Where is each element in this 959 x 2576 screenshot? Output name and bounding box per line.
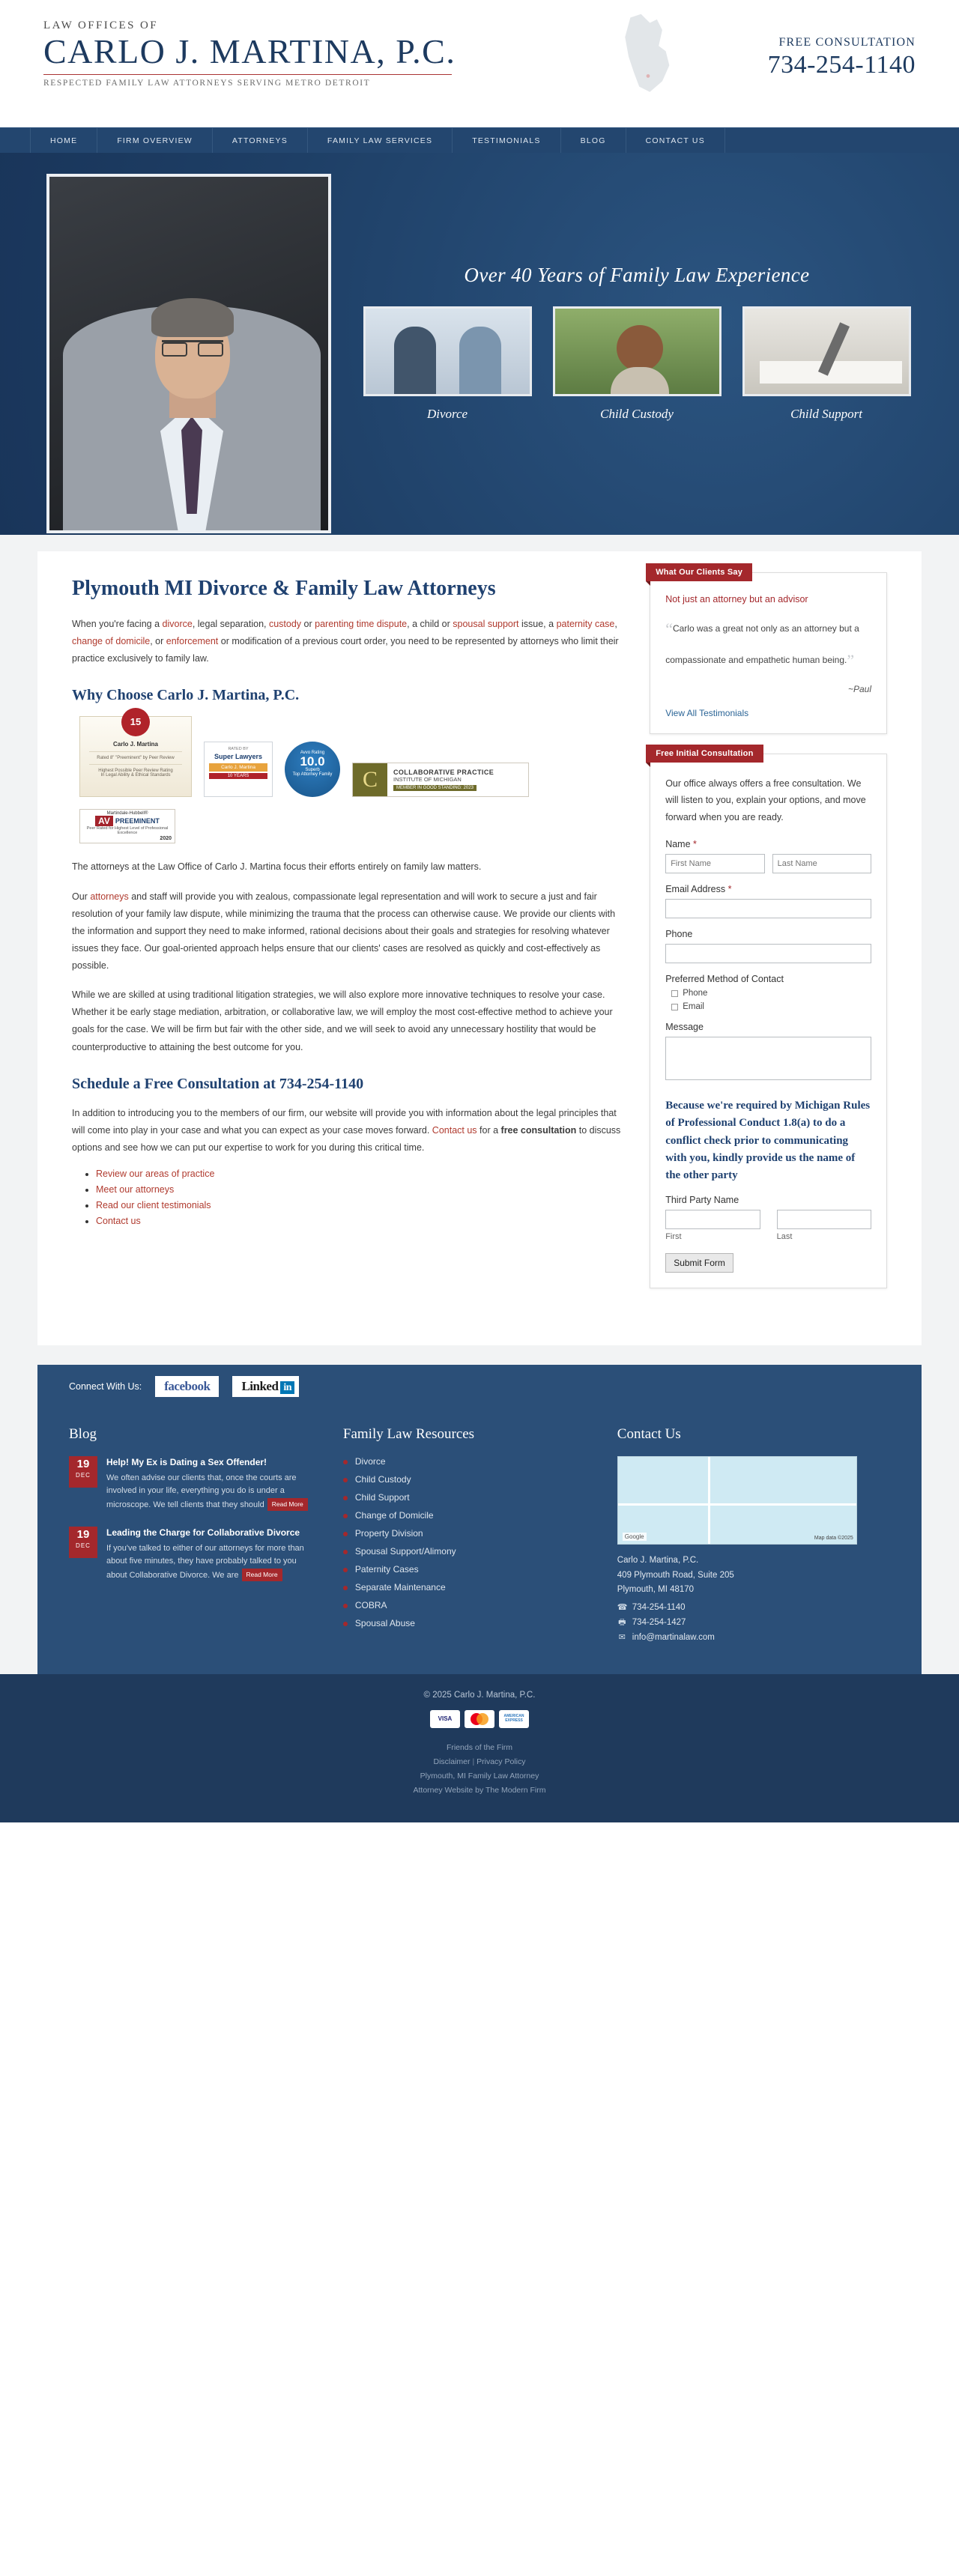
resource-link[interactable]: Property Division bbox=[354, 1528, 423, 1539]
link-attorneys[interactable]: attorneys bbox=[90, 891, 129, 902]
radio-phone-icon[interactable] bbox=[671, 990, 678, 997]
list-item[interactable] bbox=[343, 1600, 587, 1610]
connect-with-us-bar bbox=[37, 1365, 922, 1408]
name-label bbox=[665, 839, 871, 849]
plaque-name: Carlo J. Martina bbox=[112, 741, 158, 748]
footer-contact-heading: Contact Us bbox=[617, 1426, 681, 1443]
page-title: Plymouth MI Divorce & Family Law Attorneys bbox=[72, 577, 496, 600]
resource-link[interactable]: Spousal Abuse bbox=[354, 1618, 415, 1629]
post-title[interactable]: Help! My Ex is Dating a Sex Offender! bbox=[106, 1457, 267, 1468]
radio-option-phone[interactable] bbox=[671, 989, 871, 998]
third-party-label: Third Party Name bbox=[665, 1195, 739, 1206]
footer-blog-heading: Blog bbox=[69, 1426, 97, 1443]
quote-close-icon: ” bbox=[847, 650, 855, 670]
testimonial-text-wrap bbox=[665, 613, 871, 676]
our-text-2: and staff will provide you with zealous, compassionate legal representation and will work to secure a just and fair resolution of your family law dispute, while minimizing the trauma that the process can otherwise cause. We provide our clients with the information and support they need to make informed, rational decisions about their goals and strategies for resolving whatever issues they face. Our goal-oriented approach helps ensure that our clients' cases are resolved as quickly and cost-effectively as possible. bbox=[72, 891, 616, 971]
email-label bbox=[665, 884, 871, 894]
list-item[interactable] bbox=[343, 1618, 587, 1628]
mh-subtext: Peer Rated for Highest Level of Professional Excellence bbox=[86, 826, 169, 836]
avvo-top-attorney: Top Attorney Family bbox=[292, 772, 333, 778]
collaborative-c-icon: C bbox=[353, 763, 387, 796]
linkedin-in-icon: in bbox=[280, 1381, 294, 1394]
plaque-line-3: In Legal Ability & Ethical Standards bbox=[100, 773, 171, 778]
avvo-rating-badge bbox=[285, 742, 340, 797]
intro-text-2: , legal separation, bbox=[192, 619, 269, 629]
hero-card-caption: Child Custody bbox=[600, 407, 674, 421]
list-item[interactable] bbox=[343, 1582, 587, 1592]
intro-text-4: , a child or bbox=[407, 619, 453, 629]
list-item[interactable] bbox=[96, 1184, 624, 1195]
footer-contact-column bbox=[617, 1426, 890, 1643]
resource-link[interactable]: Divorce bbox=[354, 1456, 386, 1467]
testimonial-title: Not just an attorney but an advisor bbox=[665, 594, 808, 604]
conflict-check-notice: Because we're required by Michigan Rules of Professional Conduct 1.8(a) to do a conflict check prior to communicating with you, kindly provide us the name of the other party bbox=[665, 1100, 871, 1182]
map-attribution: Map data ©2025 bbox=[814, 1536, 853, 1542]
office-address bbox=[617, 1554, 890, 1598]
quote-open-icon: “ bbox=[665, 619, 673, 638]
mastercard-icon bbox=[465, 1710, 494, 1728]
intro-text-6: , bbox=[614, 619, 617, 629]
collaborative-practice-badge bbox=[352, 763, 529, 797]
nav-item-attorneys[interactable]: ATTORNEYS bbox=[213, 128, 308, 153]
radio-phone-label: Phone bbox=[683, 989, 708, 998]
resources-list bbox=[343, 1456, 587, 1628]
collaborative-membership: MEMBER IN GOOD STANDING: 2023 bbox=[393, 785, 477, 791]
post-date-badge bbox=[69, 1456, 97, 1488]
free-consultation-label: FREE CONSULTATION bbox=[778, 36, 916, 49]
form-intro-text: Our office always offers a free consultation. We will listen to you, explain your options, and move forward when you are ready. bbox=[665, 778, 866, 822]
why-choose-heading: Why Choose Carlo J. Martina, P.C. bbox=[72, 687, 300, 704]
paragraph-schedule bbox=[72, 1105, 624, 1157]
message-label: Message bbox=[665, 1022, 704, 1033]
resource-link[interactable]: Separate Maintenance bbox=[354, 1582, 446, 1593]
address-line-2: Plymouth, MI 48170 bbox=[617, 1585, 695, 1595]
hero-tagline: Over 40 Years of Family Law Experience bbox=[464, 264, 810, 286]
site-logo[interactable] bbox=[43, 19, 456, 88]
list-item[interactable] bbox=[343, 1456, 587, 1467]
divorce-image bbox=[363, 306, 532, 396]
award-badges bbox=[79, 716, 624, 843]
list-item[interactable] bbox=[96, 1169, 624, 1179]
footer-links bbox=[0, 1743, 959, 1795]
footer-fax-value: 734-254-1427 bbox=[632, 1618, 686, 1628]
link-friends-of-the-firm[interactable]: Friends of the Firm bbox=[446, 1742, 513, 1752]
consultation-form-box bbox=[650, 748, 887, 1289]
radio-option-email[interactable] bbox=[671, 1002, 871, 1011]
link-spousal-support[interactable]: spousal support bbox=[453, 619, 519, 629]
link-separator: | bbox=[472, 1757, 475, 1766]
intro-text-5: issue, a bbox=[518, 619, 557, 629]
third-party-first-input[interactable] bbox=[665, 1210, 760, 1229]
schedule-consultation-heading: Schedule a Free Consultation at 734-254-1140 bbox=[72, 1075, 364, 1092]
content-card bbox=[37, 551, 922, 1345]
list-item[interactable] bbox=[343, 1528, 587, 1539]
linkedin-button[interactable] bbox=[232, 1376, 299, 1397]
nav-item-family-law-services[interactable]: FAMILY LAW SERVICES bbox=[308, 128, 453, 153]
post-title[interactable]: Leading the Charge for Collaborative Divorce bbox=[106, 1527, 300, 1539]
radio-email-label: Email bbox=[683, 1002, 704, 1012]
post-excerpt-wrap bbox=[106, 1472, 313, 1512]
intro-paragraph bbox=[72, 616, 624, 667]
intro-text-3: or bbox=[301, 619, 315, 629]
super-years: 10 YEARS bbox=[209, 773, 267, 779]
intro-text-1: When you're facing a bbox=[72, 619, 163, 629]
footer-resources-column bbox=[343, 1426, 587, 1643]
mh-brand: Martindale-Hubbell® bbox=[106, 811, 148, 816]
email-label-text: Email Address bbox=[665, 884, 726, 895]
last-name-input[interactable] bbox=[772, 854, 871, 873]
phone-icon: ☎ bbox=[617, 1602, 628, 1612]
post-excerpt-wrap bbox=[106, 1542, 313, 1583]
plaque-line-1: Rated 8" "Preeminent" by Peer Review bbox=[97, 756, 175, 761]
post-date-badge bbox=[69, 1527, 97, 1558]
site-footer-bottom bbox=[0, 1674, 959, 1822]
paragraph-our-attorneys bbox=[72, 888, 624, 975]
third-party-first-sublabel: First bbox=[665, 1232, 682, 1242]
facebook-button[interactable]: facebook bbox=[155, 1376, 219, 1397]
quick-links-list bbox=[85, 1169, 624, 1226]
resource-link[interactable]: COBRA bbox=[354, 1600, 387, 1611]
resource-link[interactable]: Child Custody bbox=[354, 1474, 411, 1485]
message-textarea[interactable] bbox=[665, 1037, 871, 1080]
nav-item-contact-us[interactable]: CONTACT US bbox=[626, 128, 725, 153]
post-excerpt: We often advise our clients that, once the courts are involved in your life, everything you do is under a microscope. We tell clients that they should bbox=[106, 1473, 297, 1509]
resource-link[interactable]: Spousal Support/Alimony bbox=[354, 1546, 456, 1557]
list-item[interactable] bbox=[96, 1200, 624, 1210]
collaborative-subtitle: INSTITUTE OF MICHIGAN bbox=[393, 776, 462, 784]
super-attorney-name: Carlo J. Martina bbox=[209, 763, 267, 772]
office-location-map[interactable] bbox=[617, 1456, 857, 1545]
footer-phone[interactable] bbox=[617, 1603, 890, 1613]
michigan-map-icon bbox=[603, 10, 693, 108]
visa-icon: VISA bbox=[430, 1710, 460, 1728]
testimonial-author: ~Paul bbox=[847, 683, 871, 694]
nav-item-home[interactable]: HOME bbox=[30, 128, 97, 153]
email-field[interactable] bbox=[665, 899, 871, 918]
list-item[interactable] bbox=[69, 1456, 313, 1512]
child-custody-image bbox=[553, 306, 721, 396]
phone-label: Phone bbox=[665, 929, 693, 940]
mh-preeminent: PREEMINENT bbox=[115, 817, 160, 825]
plaque-seal: 15 bbox=[121, 708, 150, 736]
nav-item-firm-overview[interactable]: FIRM OVERVIEW bbox=[97, 128, 213, 153]
logo-small-text: LAW OFFICES OF bbox=[43, 19, 158, 31]
hero-practice-cards bbox=[352, 306, 922, 422]
google-logo: Google bbox=[623, 1533, 647, 1541]
paragraph-litigation: While we are skilled at using traditional litigation strategies, we will also explore more innovative techniques to resolve your case. Whether it be early stage mediation, arbitration, or collaborative law, we will employ the most cost-effective method to achieve your goals for the case. We will be firm but fair with the other side, and we will seek to avoid any unnecessary hostility that would be counterproductive to attaining the best outcome for you. bbox=[72, 990, 613, 1052]
link-contact-us[interactable]: Contact us bbox=[432, 1124, 477, 1136]
logo-divider bbox=[43, 74, 452, 75]
footer-phone-value: 734-254-1140 bbox=[632, 1603, 686, 1613]
avvo-score: 10.0 bbox=[300, 754, 325, 769]
plaque-line-2: Highest Possible Peer Review Rating bbox=[98, 769, 173, 774]
mastercard-circles bbox=[467, 1712, 492, 1727]
header-contact bbox=[768, 36, 916, 79]
fax-icon: 🖶 bbox=[618, 1617, 626, 1627]
phone-field[interactable] bbox=[665, 944, 871, 963]
list-item[interactable] bbox=[343, 1474, 587, 1485]
list-item[interactable] bbox=[96, 1216, 624, 1226]
resource-link[interactable]: Change of Domicile bbox=[354, 1510, 434, 1521]
read-more-button[interactable]: Read More bbox=[242, 1569, 282, 1582]
submit-form-button[interactable]: Submit Form bbox=[665, 1253, 733, 1273]
hero-card-caption: Divorce bbox=[426, 407, 468, 421]
third-party-row bbox=[665, 1210, 871, 1241]
testimonial-box-header: What Our Clients Say bbox=[646, 563, 752, 581]
nav-item-blog[interactable]: BLOG bbox=[561, 128, 626, 153]
footer-blog-column bbox=[69, 1426, 313, 1643]
post-day: 19 bbox=[76, 1528, 90, 1542]
amex-icon: AMERICAN EXPRESS bbox=[499, 1710, 529, 1728]
testimonial-text: Carlo was a great not only as an attorney but a compassionate and empathetic human being. bbox=[665, 623, 859, 665]
third-party-last-sublabel: Last bbox=[776, 1232, 793, 1242]
link-privacy-policy[interactable]: Privacy Policy bbox=[477, 1757, 526, 1766]
read-more-button[interactable]: Read More bbox=[267, 1498, 308, 1512]
attorney-portrait-photo bbox=[46, 174, 331, 533]
hero-card-child-custody[interactable] bbox=[553, 306, 721, 422]
link-change-of-domicile[interactable]: change of domicile bbox=[72, 636, 151, 647]
name-row bbox=[665, 854, 871, 873]
footer-columns bbox=[37, 1408, 922, 1674]
link-plymouth-family-law[interactable]: Plymouth, MI Family Law Attorney bbox=[420, 1771, 539, 1781]
avvo-superb: Superb bbox=[305, 768, 320, 773]
paragraph-attorneys-focus: The attorneys at the Law Office of Carlo J. Martina focus their efforts entirely on family law matters. bbox=[72, 861, 482, 873]
list-item[interactable] bbox=[343, 1564, 587, 1575]
sidebar-column bbox=[650, 568, 887, 1308]
footer-email[interactable] bbox=[617, 1633, 890, 1643]
avvo-label: Avvo Rating bbox=[300, 751, 325, 756]
list-item[interactable] bbox=[69, 1527, 313, 1582]
link-client-testimonials[interactable]: Read our client testimonials bbox=[96, 1200, 211, 1210]
post-excerpt: If you've talked to either of our attorneys for more than about five minutes, they have probably talked to you about Collaborative Divorce. We are bbox=[106, 1543, 304, 1580]
mh-av-mark: AV bbox=[95, 816, 113, 826]
footer-fax bbox=[617, 1618, 890, 1628]
schedule-bold-free-consultation: free consultation bbox=[500, 1124, 577, 1136]
mh-year: 2020 bbox=[160, 836, 172, 842]
hero-card-caption: Child Support bbox=[790, 407, 862, 421]
view-all-testimonials-link[interactable]: View All Testimonials bbox=[665, 707, 749, 718]
name-label-text: Name bbox=[665, 839, 691, 850]
third-party-last-input[interactable] bbox=[777, 1210, 871, 1229]
post-day: 19 bbox=[76, 1458, 90, 1471]
main-navigation bbox=[0, 127, 959, 153]
post-month: DEC bbox=[76, 1472, 91, 1479]
main-section bbox=[0, 535, 959, 1822]
logo-firm-name: CARLO J. MARTINA, P.C. bbox=[43, 32, 456, 70]
super-lawyers-name: Super Lawyers bbox=[214, 753, 263, 761]
intro-text-8: or modification of a previous court order, you need to be represented by attorneys who limit their practice exclusively to family law. bbox=[72, 636, 619, 664]
header-phone-number[interactable]: 734-254-1140 bbox=[767, 51, 916, 79]
intro-text-7: , or bbox=[150, 636, 166, 647]
our-text-1: Our bbox=[72, 891, 91, 902]
link-enforcement[interactable]: enforcement bbox=[166, 636, 219, 647]
footer-email-value: info@martinalaw.com bbox=[632, 1633, 715, 1643]
resource-link[interactable]: Child Support bbox=[354, 1492, 410, 1503]
footer-resources-heading: Family Law Resources bbox=[342, 1426, 475, 1443]
connect-label: Connect With Us: bbox=[69, 1381, 142, 1392]
logo-tagline: RESPECTED FAMILY LAW ATTORNEYS SERVING METRO DETROIT bbox=[43, 79, 371, 88]
link-disclaimer[interactable]: Disclaimer bbox=[433, 1757, 471, 1766]
schedule-text-1: In addition to introducing you to the members of our firm, our website will provide you with information about the legal principles that will come into play in your case and what you can expect as your case moves forward. bbox=[72, 1107, 617, 1136]
name-required-mark: * bbox=[693, 839, 697, 850]
nav-item-testimonials[interactable]: TESTIMONIALS bbox=[453, 128, 560, 153]
copyright-text: © 2025 Carlo J. Martina, P.C. bbox=[423, 1690, 536, 1700]
super-lawyers-badge bbox=[204, 742, 273, 797]
link-divorce[interactable]: divorce bbox=[162, 619, 193, 629]
contact-method-label: Preferred Method of Contact bbox=[665, 974, 784, 985]
hero-banner bbox=[0, 153, 959, 535]
testimonial-box bbox=[650, 568, 887, 734]
address-line-1: 409 Plymouth Road, Suite 205 bbox=[617, 1570, 734, 1580]
collaborative-title: COLLABORATIVE PRACTICE bbox=[393, 769, 494, 777]
link-custody[interactable]: custody bbox=[268, 619, 302, 629]
form-box-header: Free Initial Consultation bbox=[646, 745, 763, 763]
link-paternity[interactable]: paternity case bbox=[556, 619, 615, 629]
main-content-column bbox=[72, 572, 624, 1308]
linkedin-label: Linked bbox=[241, 1379, 279, 1394]
email-required-mark: * bbox=[727, 884, 732, 895]
schedule-text-3: to discuss options and see how we can put our expertise to work for you during this critical time. bbox=[72, 1124, 621, 1153]
schedule-text-2: for a bbox=[477, 1124, 501, 1136]
link-contact[interactable]: Contact us bbox=[96, 1216, 141, 1226]
site-header bbox=[0, 0, 959, 127]
link-areas-of-practice[interactable]: Review our areas of practice bbox=[96, 1169, 215, 1179]
post-month: DEC bbox=[76, 1542, 91, 1550]
link-attorney-website-credit[interactable]: Attorney Website by The Modern Firm bbox=[413, 1785, 546, 1795]
list-item[interactable] bbox=[343, 1546, 587, 1557]
link-parenting-time[interactable]: parenting time dispute bbox=[315, 619, 408, 629]
martindale-hubbell-badge bbox=[79, 809, 175, 843]
child-support-image bbox=[742, 306, 911, 396]
radio-email-icon[interactable] bbox=[671, 1004, 678, 1010]
list-item[interactable] bbox=[343, 1492, 587, 1503]
payment-cards bbox=[0, 1710, 959, 1728]
hero-card-child-support[interactable] bbox=[742, 306, 911, 422]
company-name: Carlo J. Martina, P.C. bbox=[617, 1556, 699, 1566]
list-item[interactable] bbox=[343, 1510, 587, 1521]
super-rated-by: RATED BY bbox=[228, 747, 249, 752]
resource-link[interactable]: Paternity Cases bbox=[354, 1564, 419, 1575]
hero-card-divorce[interactable] bbox=[363, 306, 532, 422]
envelope-icon: ✉ bbox=[618, 1632, 626, 1642]
martindale-plaque-badge bbox=[79, 716, 192, 797]
link-meet-attorneys[interactable]: Meet our attorneys bbox=[96, 1184, 175, 1195]
first-name-input[interactable] bbox=[665, 854, 764, 873]
